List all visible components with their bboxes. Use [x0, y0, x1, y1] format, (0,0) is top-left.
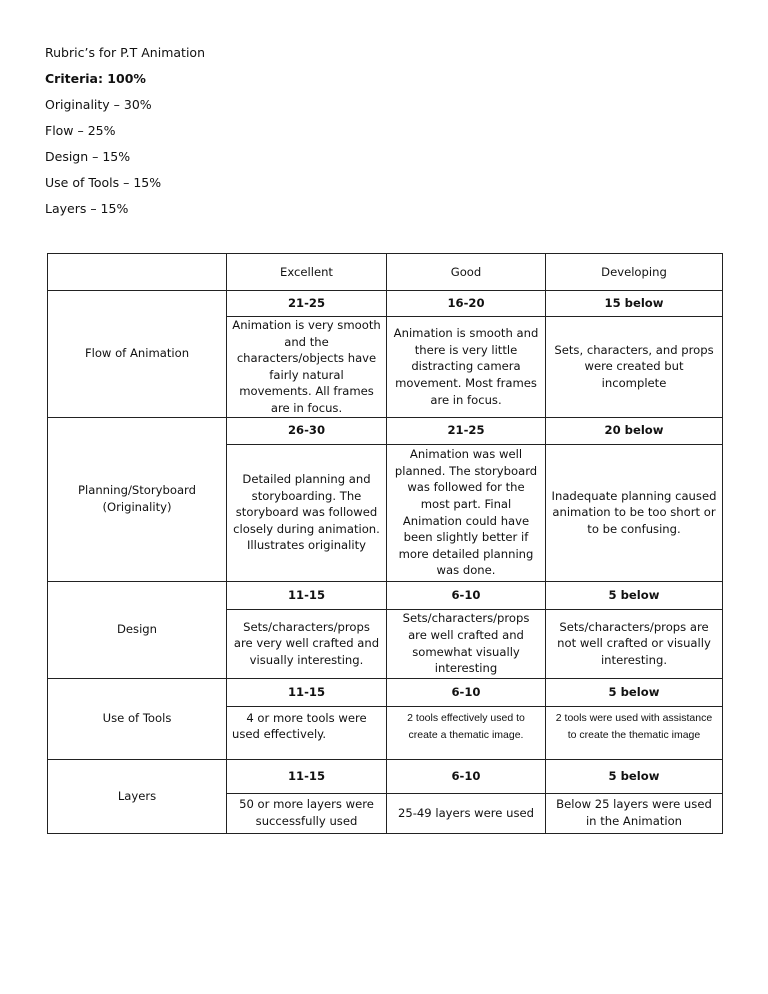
score-excellent: 11-15 — [227, 581, 387, 609]
table-row — [48, 291, 723, 317]
criteria-item-originality: Originality – 30% — [45, 96, 152, 112]
document-title: Rubric’s for P.T Animation — [45, 45, 205, 60]
description-developing: 2 tools were used with assistance to create the thematic image — [546, 706, 723, 759]
criterion-label: Design — [48, 581, 227, 678]
rubric-table — [47, 253, 723, 834]
table-row — [48, 581, 723, 609]
column-header-good: Good — [387, 254, 546, 291]
score-excellent: 11-15 — [227, 678, 387, 706]
score-good: 21-25 — [387, 417, 546, 444]
criteria-item-design: Design – 15% — [45, 148, 131, 164]
criteria-item-use-of-tools: Use of Tools – 15% — [45, 174, 162, 190]
description-good: 2 tools effectively used to create a thematic image. — [387, 706, 546, 759]
score-developing: 5 below — [546, 759, 723, 793]
description-excellent: 4 or more tools were used effectively. — [227, 706, 387, 759]
criterion-label: Planning/Storyboard (Originality) — [48, 417, 227, 581]
table-header-row — [48, 254, 723, 291]
description-good: 25-49 layers were used — [387, 793, 546, 833]
table-row — [48, 759, 723, 793]
criteria-item-layers: Layers – 15% — [45, 200, 129, 216]
column-header-developing: Developing — [546, 254, 723, 291]
description-developing: Sets/characters/props are not well crafted or visually interesting. — [546, 609, 723, 678]
score-excellent: 21-25 — [227, 291, 387, 317]
column-header-excellent: Excellent — [227, 254, 387, 291]
score-good: 6-10 — [387, 678, 546, 706]
criterion-label: Layers — [48, 759, 227, 833]
score-excellent: 26-30 — [227, 417, 387, 444]
description-developing: Sets, characters, and props were created but incomplete — [546, 317, 723, 418]
description-good: Animation was well planned. The storyboard was followed for the most part. Final Animation could have been slightly better if more detailed planning was done. — [387, 444, 546, 581]
table-row — [48, 417, 723, 444]
score-developing: 20 below — [546, 417, 723, 444]
description-excellent: Animation is very smooth and the characters/objects have fairly natural movements. All frames are in focus. — [227, 317, 387, 418]
score-good: 16-20 — [387, 291, 546, 317]
score-good: 6-10 — [387, 581, 546, 609]
rubric-header — [45, 44, 205, 226]
criteria-item-flow: Flow – 25% — [45, 122, 116, 138]
score-developing: 5 below — [546, 678, 723, 706]
description-developing: Inadequate planning caused animation to be too short or to be confusing. — [546, 444, 723, 581]
description-developing: Below 25 layers were used in the Animation — [546, 793, 723, 833]
description-good: Sets/characters/props are well crafted and somewhat visually interesting — [387, 609, 546, 678]
table-row — [48, 678, 723, 706]
score-excellent: 11-15 — [227, 759, 387, 793]
description-good: Animation is smooth and there is very little distracting camera movement. Most frames are in focus. — [387, 317, 546, 418]
score-developing: 15 below — [546, 291, 723, 317]
column-header-criterion — [48, 254, 227, 291]
description-excellent: Sets/characters/props are very well crafted and visually interesting. — [227, 609, 387, 678]
description-excellent: Detailed planning and storyboarding. The storyboard was followed closely during animation. Illustrates originality — [227, 444, 387, 581]
criterion-label: Flow of Animation — [48, 291, 227, 418]
criteria-total: Criteria: 100% — [45, 70, 146, 86]
criterion-label: Use of Tools — [48, 678, 227, 759]
score-good: 6-10 — [387, 759, 546, 793]
description-excellent: 50 or more layers were successfully used — [227, 793, 387, 833]
score-developing: 5 below — [546, 581, 723, 609]
